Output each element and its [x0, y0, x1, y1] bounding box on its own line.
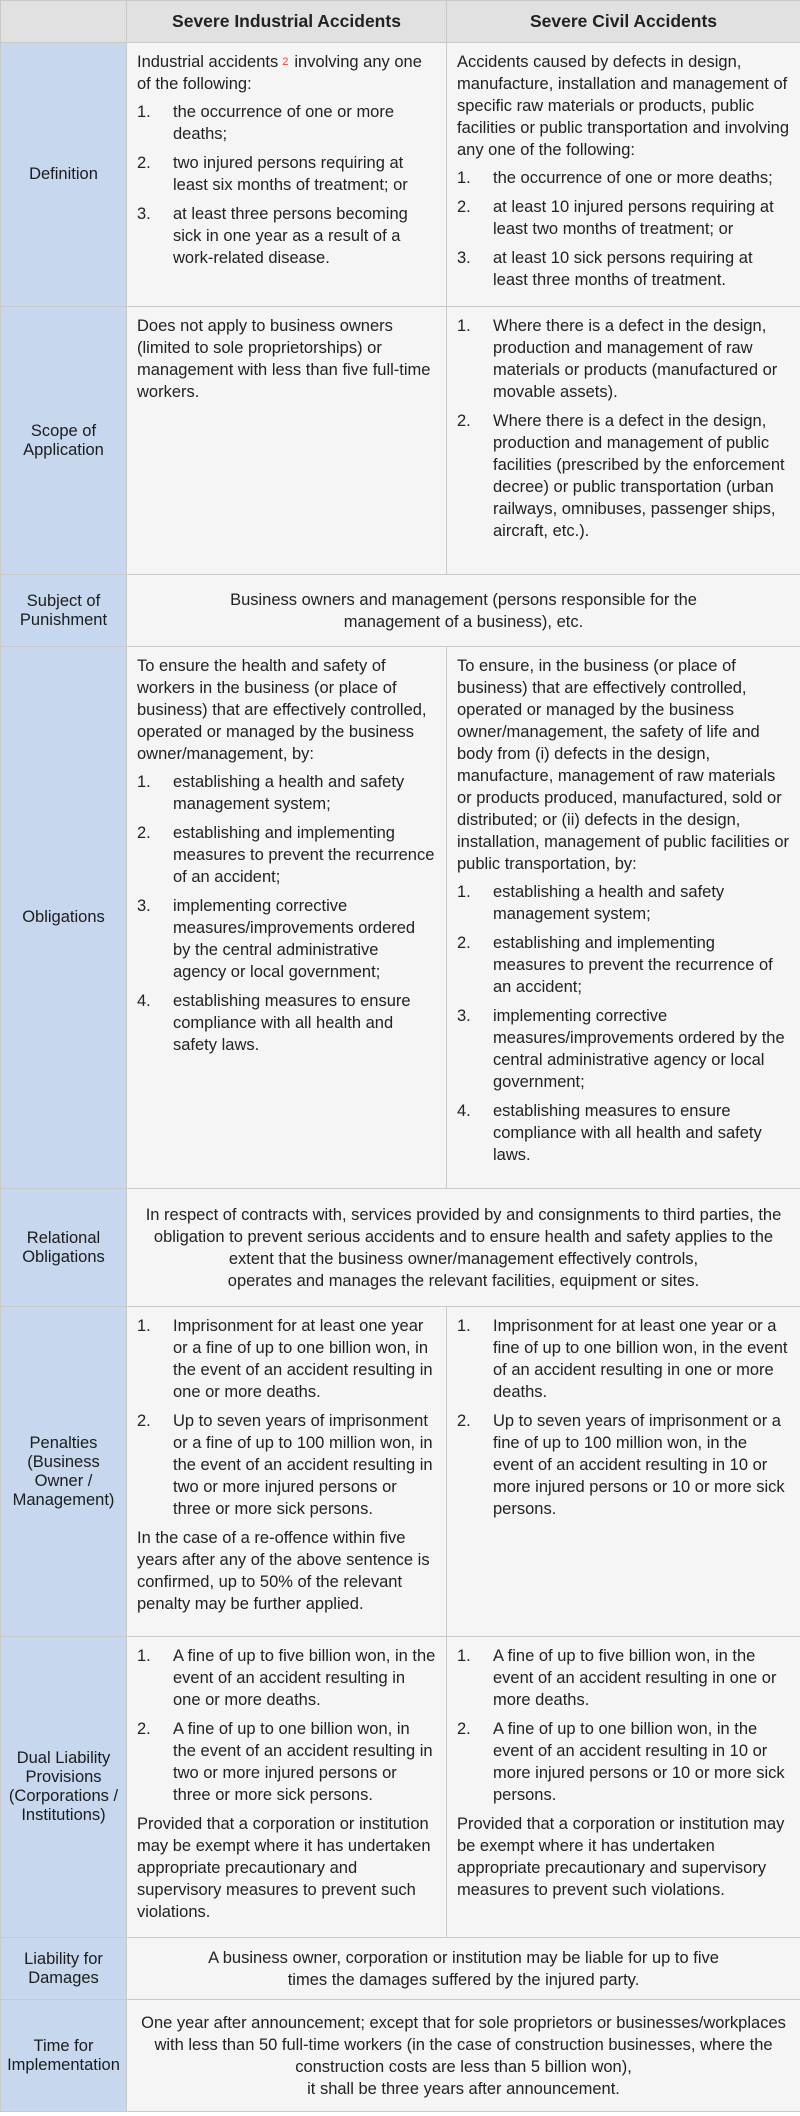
definition-civil-intro: Accidents caused by defects in design, manufacture, installation and management of specific raw materials or products, public facilities or public transportation and involving any one of the following:: [457, 53, 790, 159]
list-item: 1. establishing a health and safety management system;: [137, 773, 405, 813]
obligations-civil-cell: [447, 647, 800, 1189]
dual-civil-note: Provided that a corporation or institution may be exempt where it has undertaken appropriate precautionary and supervisory measures to prevent such violations.: [457, 1815, 785, 1899]
row-label-definition: Definition: [1, 43, 127, 307]
obligations-industrial-cell: [127, 647, 447, 1189]
dual-industrial-list: [137, 1645, 436, 1806]
relational-text: In respect of contracts with, services provided by and consignments to third parties, the obligation to prevent serious accidents and to ensure health and safety applies to the extent that the business owner/management effectively controls, operates and manages the relevant facilities, equipment or sites.: [127, 1189, 800, 1307]
header-industrial: Severe Industrial Accidents: [127, 1, 447, 43]
definition-civil-list: [457, 167, 790, 291]
list-item: 1. Imprisonment for at least one year or a fine of up to one billion won, in the event of an accident resulting in one or more deaths.: [457, 1317, 788, 1401]
list-item: 1. the occurrence of one or more deaths;: [457, 169, 773, 187]
scope-civil-list: [457, 315, 790, 542]
list-item: 2. establishing and implementing measures to prevent the recurrence of an accident;: [457, 934, 773, 996]
list-item: 1. establishing a health and safety management system;: [457, 883, 725, 923]
list-item: 1. the occurrence of one or more deaths;: [137, 103, 395, 143]
list-item: 4. establishing measures to ensure compliance with all health and safety laws.: [137, 992, 411, 1054]
list-item: 1. Imprisonment for at least one year or a fine of up to one billion won, in the event of an accident resulting in one or more deaths.: [137, 1317, 433, 1401]
header-civil: Severe Civil Accidents: [447, 1, 800, 43]
scope-civil-cell: [447, 307, 800, 575]
list-item: 4. establishing measures to ensure compliance with all health and safety laws.: [457, 1102, 762, 1164]
header-corner: [1, 1, 127, 43]
row-subject: [1, 575, 800, 647]
definition-industrial-list: [137, 101, 436, 269]
obligations-civil-list: [457, 881, 790, 1166]
row-damages: [1, 1938, 800, 2000]
penalties-civil-list: [457, 1315, 790, 1520]
dual-industrial-cell: [127, 1637, 447, 1938]
subject-text: Business owners and management (persons responsible for the management of a business), etc.: [127, 575, 800, 647]
row-scope: [1, 307, 800, 575]
obligations-industrial-intro: To ensure the health and safety of workers in the business (or place of business) that are effectively controlled, operated or managed by the business owner/management, by:: [137, 657, 427, 763]
list-item: 3. implementing corrective measures/improvements ordered by the central administrative agency or local government;: [137, 897, 416, 981]
header-row: [1, 1, 800, 43]
damages-text: A business owner, corporation or institution may be liable for up to five times the damages suffered by the injured party.: [127, 1938, 800, 2000]
row-label-dual-liability: Dual Liability Provisions (Corporations / Institutions): [1, 1637, 127, 1938]
row-label-subject: Subject of Punishment: [1, 575, 127, 647]
penalties-industrial-list: [137, 1315, 436, 1520]
list-item: 3. implementing corrective measures/improvements ordered by the central administrative agency or local government;: [457, 1007, 785, 1091]
dual-civil-cell: [447, 1637, 800, 1938]
row-label-time: Time for Implementation: [1, 2000, 127, 2112]
list-item: 2. establishing and implementing measures to prevent the recurrence of an accident;: [137, 824, 435, 886]
list-item: 2. at least 10 injured persons requiring at least two months of treatment; or: [457, 198, 774, 238]
row-label-penalties: Penalties (Business Owner / Management): [1, 1307, 127, 1637]
penalties-industrial-note: In the case of a re-offence within five years after any of the above sentence is confirmed, up to 50% of the relevant penalty may be further applied.: [137, 1529, 430, 1613]
list-item: 3. at least 10 sick persons requiring at least three months of treatment.: [457, 249, 753, 289]
definition-industrial-cell: [127, 43, 447, 307]
list-item: 2. A fine of up to one billion won, in the event of an accident resulting in two or more injured persons or three or more sick persons.: [137, 1720, 433, 1804]
list-item: 2. two injured persons requiring at least six months of treatment; or: [137, 154, 408, 194]
row-label-obligations: Obligations: [1, 647, 127, 1189]
scope-industrial-cell: [127, 307, 447, 575]
footnote-marker: 2: [282, 56, 289, 68]
penalties-industrial-cell: [127, 1307, 447, 1637]
list-item: 2. Up to seven years of imprisonment or a fine of up to 100 million won, in the event of an accident resulting in two or more injured persons or three or more sick persons.: [137, 1412, 433, 1518]
row-dual-liability: [1, 1637, 800, 1938]
row-definition: [1, 43, 800, 307]
scope-industrial-text: Does not apply to business owners (limited to sole proprietorships) or management with less than five full-time workers.: [137, 317, 431, 401]
row-label-damages: Liability for Damages: [1, 1938, 127, 2000]
row-penalties: [1, 1307, 800, 1637]
definition-civil-cell: [447, 43, 800, 307]
penalties-civil-cell: [447, 1307, 800, 1637]
row-relational: [1, 1189, 800, 1307]
list-item: 3. at least three persons becoming sick in one year as a result of a work-related disease.: [137, 205, 408, 267]
list-item: 2. Where there is a defect in the design, production and management of public facilities (prescribed by the enforcement decree) or public transportation (urban railways, omnibuses, passenger ships, aircraft, etc.).: [457, 412, 785, 540]
list-item: 1. Where there is a defect in the design, production and management of raw materials or products (manufactured or movable assets).: [457, 317, 778, 401]
dual-industrial-note: Provided that a corporation or institution may be exempt where it has undertaken appropriate precautionary and supervisory measures to prevent such violations.: [137, 1815, 431, 1921]
time-text: One year after announcement; except that for sole proprietors or businesses/workplaces with less than 50 full-time workers (in the case of construction businesses, where the construction costs are less than 5 billion won), it shall be three years after announcement.: [127, 2000, 800, 2112]
obligations-civil-intro: To ensure, in the business (or place of business) that are effectively controlled, operated or managed by the business owner/management, the safety of life and body from (i) defects in the design, manufacture, management of raw materials or products produced, manufactured, sold or distributed; or (ii) defects in the design, installation, management of public facilities or public transportation, by:: [457, 657, 790, 873]
list-item: 2. A fine of up to one billion won, in the event of an accident resulting in 10 or more injured persons or 10 or more sick persons.: [457, 1720, 785, 1804]
list-item: 1. A fine of up to five billion won, in the event of an accident resulting in one or more deaths.: [137, 1647, 436, 1709]
row-time: [1, 2000, 800, 2112]
dual-civil-list: [457, 1645, 790, 1806]
obligations-industrial-list: [137, 771, 436, 1056]
list-item: 1. A fine of up to five billion won, in the event of an accident resulting in one or more deaths.: [457, 1647, 777, 1709]
row-label-scope: Scope of Application: [1, 307, 127, 575]
row-label-relational: Relational Obligations: [1, 1189, 127, 1307]
list-item: 2. Up to seven years of imprisonment or a fine of up to 100 million won, in the event of an accident resulting in 10 or more injured persons or 10 or more sick persons.: [457, 1412, 785, 1518]
definition-industrial-intro: Industrial accidents 2 involving any one of the following:: [137, 53, 422, 93]
row-obligations: [1, 647, 800, 1189]
